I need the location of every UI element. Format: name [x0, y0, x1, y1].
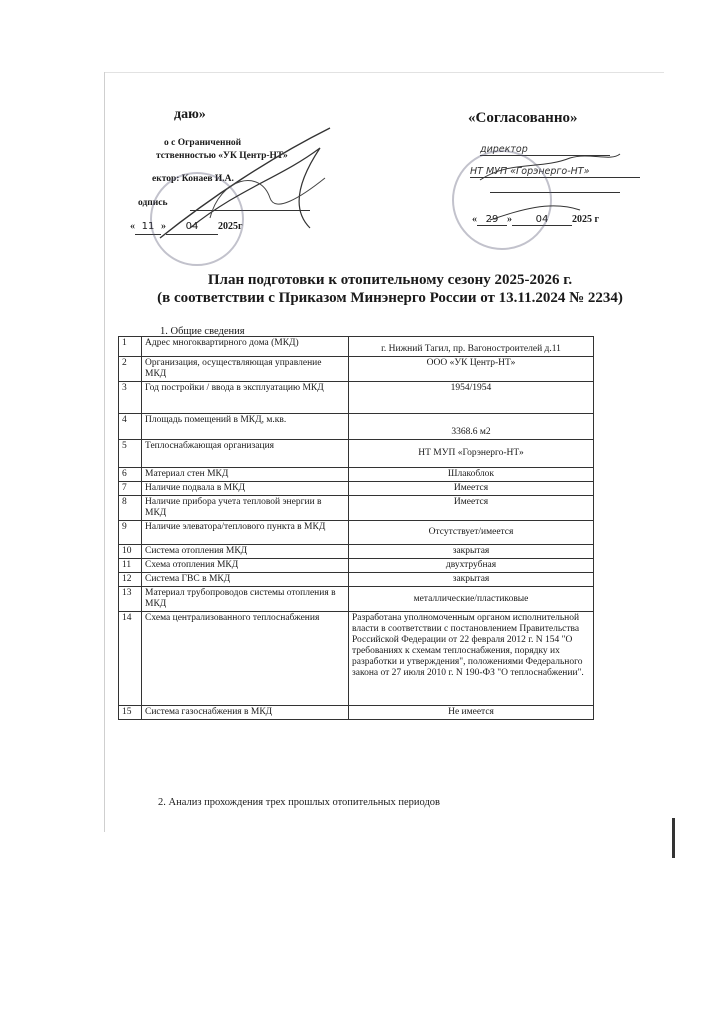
table-row: [119, 440, 594, 468]
row-value: Разработана уполномоченным органом исполнительной власти в соответствии с постановлением Правительства Российской Федерации от 22 февраля 2012 г. N 154 "О требованиях к схемам теплоснабжения, порядку их разработки и утверждения", положениями Федерального закона от 27 июля 2010 г. N 190-ФЗ "О теплоснабжении".: [349, 612, 594, 706]
row-param: Система ГВС в МКД: [142, 573, 349, 587]
table-row: [119, 587, 594, 612]
table-row: [119, 468, 594, 482]
table-row: [119, 357, 594, 382]
row-param: Площадь помещений в МКД, м.кв.: [142, 414, 349, 440]
row-param: Схема отопления МКД: [142, 559, 349, 573]
row-param: Материал трубопроводов системы отопления в МКД: [142, 587, 349, 612]
row-number: 14: [119, 612, 142, 706]
row-param: Наличие подвала в МКД: [142, 482, 349, 496]
table-row: [119, 612, 594, 706]
agreed-title: «Согласованно»: [468, 110, 578, 126]
row-param: Система отопления МКД: [142, 545, 349, 559]
row-number: 5: [119, 440, 142, 468]
scan-mark: [672, 818, 675, 858]
agreed-signature-scribble: [470, 140, 630, 250]
row-param: Наличие прибора учета тепловой энергии в МКД: [142, 496, 349, 521]
table-row: [119, 414, 594, 440]
section-2-heading: 2. Анализ прохождения трех прошлых отопительных периодов: [158, 797, 440, 808]
table-row: [119, 545, 594, 559]
row-value: Отсутствует/имеется: [349, 521, 594, 545]
row-number: 11: [119, 559, 142, 573]
row-value: металлические/пластиковые: [349, 587, 594, 612]
approval-director: ектор: Конаев И.А.: [152, 174, 234, 184]
approval-org-line2: тственностью «УК Центр-НТ»: [156, 151, 288, 161]
row-number: 13: [119, 587, 142, 612]
row-value: двухтрубная: [349, 559, 594, 573]
approval-title: даю»: [174, 107, 206, 122]
agreed-line1: директор: [480, 144, 610, 156]
agreed-date: « 29 » 04 2025 г: [472, 214, 600, 225]
scan-edge-left: [104, 72, 105, 832]
table-row: [119, 337, 594, 357]
row-param: Система газоснабжения в МКД: [142, 706, 349, 720]
row-number: 3: [119, 382, 142, 414]
document-subtitle: (в соответствии с Приказом Минэнерго России от 13.11.2024 № 2234): [157, 290, 623, 306]
row-value: НТ МУП «Горэнерго-НТ»: [349, 440, 594, 468]
approval-date: « 11 » 04 2025г: [130, 220, 243, 235]
table-row: [119, 559, 594, 573]
row-number: 1: [119, 337, 142, 357]
table-row: [119, 482, 594, 496]
general-info-table: [118, 336, 594, 720]
row-number: 9: [119, 521, 142, 545]
row-param: Год постройки / ввода в эксплуатацию МКД: [142, 382, 349, 414]
row-number: 12: [119, 573, 142, 587]
row-param: Теплоснабжающая организация: [142, 440, 349, 468]
approval-org-line1: о с Ограниченной: [164, 138, 242, 148]
row-value: 1954/1954: [349, 382, 594, 414]
document-title: План подготовки к отопительному сезону 2025-2026 г.: [207, 272, 573, 288]
row-value: ООО «УК Центр-НТ»: [349, 357, 594, 382]
row-value: Имеется: [349, 482, 594, 496]
row-param: Материал стен МКД: [142, 468, 349, 482]
table-row: [119, 573, 594, 587]
row-number: 8: [119, 496, 142, 521]
table-row: [119, 521, 594, 545]
row-number: 15: [119, 706, 142, 720]
row-value: г. Нижний Тагил, пр. Вагоностроителей д.11: [349, 337, 594, 357]
section-1-heading: 1. Общие сведения: [160, 326, 245, 337]
row-value: Не имеется: [349, 706, 594, 720]
table-row: [119, 706, 594, 720]
table-row: [119, 382, 594, 414]
table-row: [119, 496, 594, 521]
approval-signature-label: одпись: [138, 198, 168, 208]
row-param: Наличие элеватора/теплового пункта в МКД: [142, 521, 349, 545]
row-value: закрытая: [349, 545, 594, 559]
row-value: закрытая: [349, 573, 594, 587]
row-number: 4: [119, 414, 142, 440]
agreed-line2: НТ МУП «Горэнерго-НТ»: [470, 166, 640, 178]
scan-edge-top: [104, 72, 664, 73]
row-number: 10: [119, 545, 142, 559]
approval-signature-scribble: [150, 118, 340, 258]
row-number: 7: [119, 482, 142, 496]
row-value: 3368.6 м2: [349, 414, 594, 440]
row-value: Шлакоблок: [349, 468, 594, 482]
row-value: Имеется: [349, 496, 594, 521]
row-number: 6: [119, 468, 142, 482]
row-param: Организация, осуществляющая управление МКД: [142, 357, 349, 382]
row-param: Адрес многоквартирного дома (МКД): [142, 337, 349, 357]
row-param: Схема централизованного теплоснабжения: [142, 612, 349, 706]
row-number: 2: [119, 357, 142, 382]
